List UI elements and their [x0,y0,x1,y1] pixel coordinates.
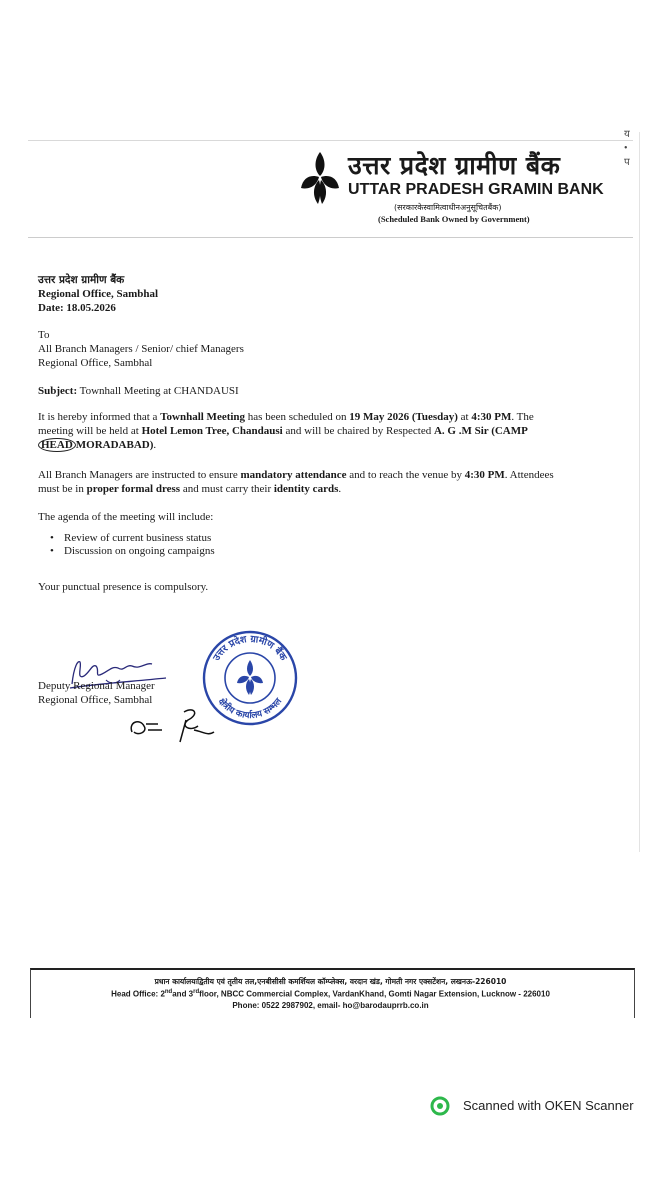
recipient-to: To [38,329,50,341]
svg-text:उत्तर प्रदेश ग्रामीण बैंक [211,634,289,664]
subject-text: Townhall Meeting at CHANDAUSI [77,385,239,397]
bank-leaf-logo-icon [298,150,342,206]
letter-date: Date: 18.05.2026 [38,302,116,314]
signatory-title: Deputy Regional Manager [38,680,155,692]
scanner-label: Scanned with OKEN Scanner [463,1098,634,1113]
footer-contact: Phone: 0522 2987902, email- ho@barodauprrb.co.in [232,1001,429,1010]
circled-word: HEAD [38,438,76,452]
paragraph-1-line-1: It is hereby informed that a Townhall Meeting has been scheduled on 19 May 2026 (Tuesday) at 4:30 PM. The [38,411,534,423]
margin-char-3: प [624,157,630,168]
stamp-leaf-icon [237,660,263,695]
recipient-line-2: Regional Office, Sambhal [38,357,153,369]
stamp-bottom-text: क्षेत्रीय कार्यालय सम्भल [215,696,285,722]
paragraph-1-line-2: meeting will be held at Hotel Lemon Tree, Chandausi and will be chaired by Respected A. G .M Sir (CAMP [38,425,528,437]
agenda-item: • Review of current business status [50,532,215,545]
agenda-item: • Discussion on ongoing campaigns [50,545,215,558]
bank-name-english: UTTAR PRADESH GRAMIN BANK [348,181,604,198]
scanner-app-icon [430,1096,450,1116]
closing-line: Your punctual presence is compulsory. [38,581,209,593]
letterhead [298,148,604,238]
scan-edge-line [28,140,633,141]
margin-char-2: • [624,143,628,154]
sender-bank-hindi: उत्तर प्रदेश ग्रामीण बैंक [38,274,125,286]
footer-address-hindi: प्रधान कार्यालयःद्वितीय एवं तृतीय तल,एनबीसीसी कमर्शियल कॉम्प्लेक्स, वरदान खंड, गोमती नगर एक्सटेंशन, लखनऊ-226010 [154,977,507,986]
signatory-office: Regional Office, Sambhal [38,694,153,706]
sender-office: Regional Office, Sambhal [38,288,159,300]
footer-head-office: Head Office: 2ndand 3rdfloor, NBCC Commercial Complex, VardanKhand, Gomti Nagar Extension, Lucknow - 226010 [111,989,550,999]
office-seal-stamp [200,628,300,728]
page-margin-mark [624,128,654,170]
letterhead-divider [28,237,633,238]
agenda-list [50,532,215,558]
subject-line [38,384,239,398]
bank-tagline-english: (Scheduled Bank Owned by Government) [378,214,530,224]
paragraph-2-line-2: must be in proper formal dress and must carry their identity cards. [38,483,342,495]
bank-tagline-hindi: (सरकारकेस्वामित्वाधीनअनुसूचितबैंक) [394,203,502,212]
paragraph-1-line-3: HEAD MORADABAD). [38,438,156,452]
subject-label: Subject: [38,385,78,397]
margin-char-1: य [624,129,630,140]
bank-name-hindi: उत्तर प्रदेश ग्रामीण बैंक [348,151,561,180]
paragraph-2-line-1: All Branch Managers are instructed to ensure mandatory attendance and to reach the venue by 4:30 PM. Attendees [38,469,554,481]
recipient-line-1: All Branch Managers / Senior/ chief Managers [38,343,244,355]
agenda-intro: The agenda of the meeting will include: [38,511,214,523]
stamp-top-text: उत्तर प्रदेश ग्रामीण बैंक [211,633,289,663]
